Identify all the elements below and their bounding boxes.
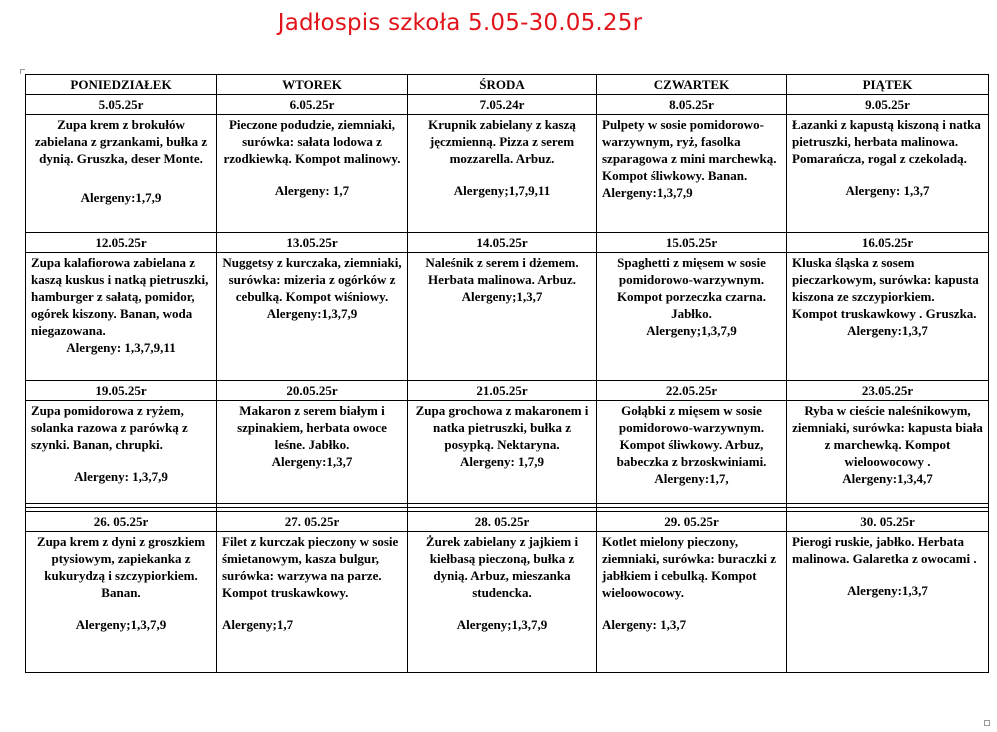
date-cell: 29. 05.25r [597,512,787,532]
allergens-text: Alergeny;1,3,7,9 [646,323,737,338]
meal-cell [597,253,787,381]
date-cell: 20.05.25r [217,381,408,401]
meal-row [26,401,989,504]
allergens-text: Alergeny:1,3,7,9 [266,306,358,321]
day-header-thursday: CZWARTEK [597,75,787,95]
allergens-text: Alergeny:1,3,7 [847,583,928,598]
allergens-text: Alergeny: 1,3,7,9 [74,469,168,484]
meal-cell [597,532,787,673]
date-row [26,233,989,253]
date-row [26,95,989,115]
allergens-text: Alergeny: 1,3,7 [602,617,687,632]
allergens-text: Alergeny:1,3,4,7 [842,471,933,486]
meal-cell [787,253,989,381]
meal-cell [408,253,597,381]
meal-cell [26,532,217,673]
meal-cell [408,532,597,673]
meal-cell [597,115,787,233]
meal-text: Kluska śląska z sosem pieczarkowym, surówka: kapusta kiszona ze szczypiorkiem. Kompot truskawkowy . Gruszka. [792,255,979,321]
allergens-text: Alergeny:1,7,9 [80,190,162,205]
meal-cell [787,401,989,504]
meal-cell [217,532,408,673]
day-header-monday: PONIEDZIAŁEK [26,75,217,95]
day-header-tuesday: WTOREK [217,75,408,95]
meal-cell [217,401,408,504]
meal-text: Spaghetti z mięsem w sosie pomidorowo-warzywnym. Kompot porzeczka czarna. Jabłko. [616,255,767,321]
meal-text: Pulpety w sosie pomidorowo-warzywnym, ryż, fasolka szparagowa z mini marchewką. Kompot śliwkowy. Banan. [602,117,777,183]
allergens-text: Alergeny;1,7,9,11 [453,183,551,198]
allergens-text: Alergeny:1,3,7 [271,454,353,469]
meal-text: Naleśnik z serem i dżemem. Herbata malinowa. Arbuz. [425,255,579,287]
meal-row [26,115,989,233]
date-cell: 8.05.25r [597,95,787,115]
date-cell: 22.05.25r [597,381,787,401]
date-cell: 16.05.25r [787,233,989,253]
meal-text: Zupa kalafiorowa zabielana z kaszą kuskus i natką pietruszki, hamburger z sałatą, pomidor, ogórek kiszony. Banan, woda niegazowana. [31,255,209,338]
meal-text: Łazanki z kapustą kiszoną i natka pietruszki, herbata malinowa. Pomarańcza, rogal z czekoladą. [792,117,981,166]
allergens-text: Alergeny;1,7 [222,617,294,632]
date-cell: 13.05.25r [217,233,408,253]
meal-text: Kotlet mielony pieczony, ziemniaki, surówka: buraczki z jabłkiem i cebulką. Kompot wieloowocowy. [602,534,777,600]
meal-cell [26,253,217,381]
table-resize-handle[interactable] [984,720,990,726]
allergens-text: Alergeny:1,3,7,9 [602,185,693,200]
meal-text: Pierogi ruskie, jabłko. Herbata malinowa. Galaretka z owocami . [792,534,977,566]
day-header-friday: PIĄTEK [787,75,989,95]
date-cell: 15.05.25r [597,233,787,253]
date-row [26,512,989,532]
date-cell: 28. 05.25r [408,512,597,532]
meal-cell [787,532,989,673]
meal-text: Pieczone podudzie, ziemniaki, surówka: sałata lodowa z rzodkiewką. Kompot malinowy. [223,117,401,166]
meal-text: Filet z kurczak pieczony w sosie śmietanowym, kasza bulgur, surówka: warzywa na parze. Kompot truskawkowy. [222,534,399,600]
allergens-text: Alergeny:1,7, [654,471,729,486]
meal-row [26,253,989,381]
meal-cell [217,115,408,233]
date-cell: 27. 05.25r [217,512,408,532]
date-cell: 26. 05.25r [26,512,217,532]
meal-text: Nuggetsy z kurczaka, ziemniaki, surówka: mizeria z ogórków z cebulką. Kompot wiśniowy. [222,255,402,304]
meal-cell [787,115,989,233]
date-cell: 30. 05.25r [787,512,989,532]
date-cell: 6.05.25r [217,95,408,115]
meal-text: Zupa grochowa z makaronem i natka pietruszki, bułka z posypką. Nektaryna. [415,403,589,452]
meal-cell [408,115,597,233]
meal-cell [408,401,597,504]
meal-text: Zupa pomidorowa z ryżem, solanka razowa z parówką z szynki. Banan, chrupki. [31,403,188,452]
meal-cell [26,401,217,504]
day-header-wednesday: ŚRODA [408,75,597,95]
meal-cell [26,115,217,233]
allergens-text: Alergeny: 1,7,9 [459,454,545,469]
header-row [26,75,989,95]
date-cell: 21.05.25r [408,381,597,401]
date-cell: 12.05.25r [26,233,217,253]
meal-row [26,532,989,673]
meal-cell [217,253,408,381]
date-cell: 19.05.25r [26,381,217,401]
allergens-text: Alergeny: 1,3,7 [845,183,930,198]
meal-cell [597,401,787,504]
date-cell: 14.05.25r [408,233,597,253]
meal-text: Makaron z serem białym i szpinakiem, herbata owoce leśne. Jabłko. [237,403,387,452]
date-row [26,381,989,401]
menu-table [25,74,989,673]
date-cell: 9.05.25r [787,95,989,115]
allergens-text: Alergeny;1,3,7,9 [75,617,167,632]
meal-text: Ryba w cieście naleśnikowym, ziemniaki, surówka: kapusta biała z marchewką. Kompot wieloowocowy . [792,403,983,469]
allergens-text: Alergeny;1,3,7 [461,289,543,304]
allergens-text: Alergeny: 1,7 [274,183,350,198]
allergens-text: Alergeny;1,3,7,9 [456,617,548,632]
allergens-text: Alergeny:1,3,7 [847,323,928,338]
date-cell: 7.05.24r [408,95,597,115]
date-cell: 23.05.25r [787,381,989,401]
meal-text: Zupa krem z dyni z groszkiem ptysiowym, zapiekanka z kukurydzą i szczypiorkiem. Banan. [36,534,206,600]
allergens-text: Alergeny: 1,3,7,9,11 [66,340,176,355]
meal-text: Żurek zabielany z jajkiem i kiełbasą pieczoną, bułka z dynią. Arbuz, mieszanka studencka. [425,534,579,600]
meal-text: Zupa krem z brokułów zabielana z grzankami, bułka z dynią. Gruszka, deser Monte. [34,117,208,166]
meal-text: Krupnik zabielany z kaszą jęczmienną. Pizza z serem mozzarella. Arbuz. [428,117,576,166]
page-title: Jadłospis szkoła 5.05-30.05.25r [277,10,643,36]
date-cell: 5.05.25r [26,95,217,115]
meal-text: Gołąbki z mięsem w sosie pomidorowo-warzywnym. Kompot śliwkowy. Arbuz, babeczka z brzoskwiniami. [616,403,767,469]
